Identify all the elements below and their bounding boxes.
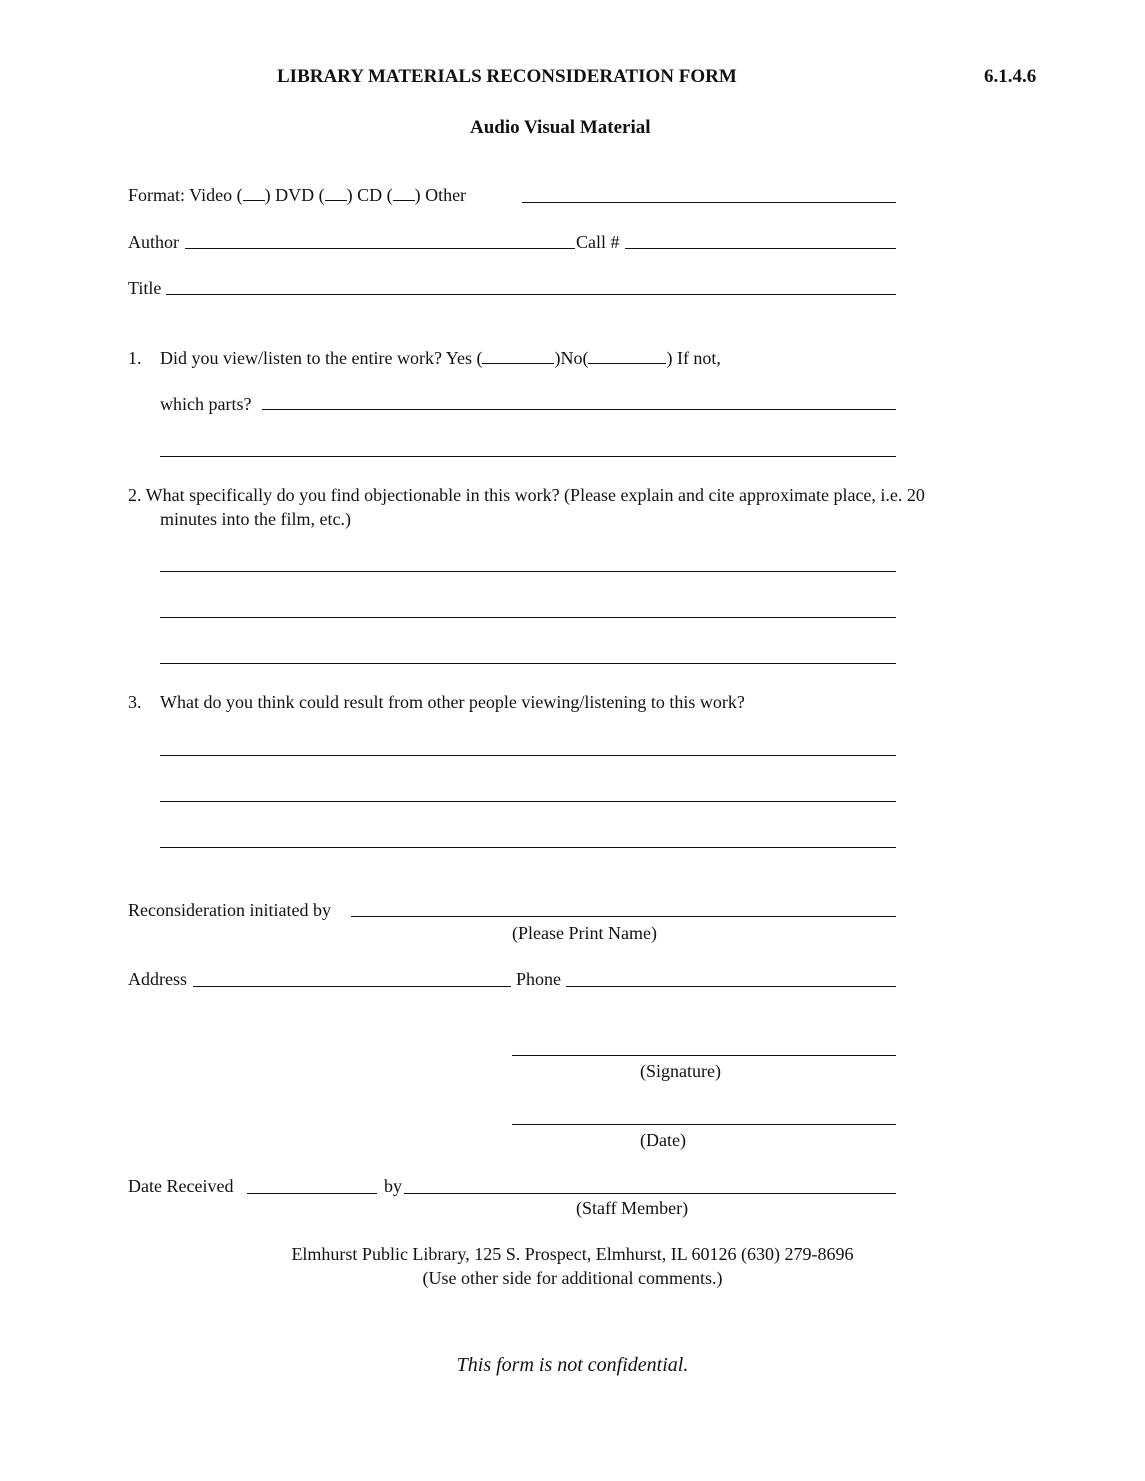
format-other-label: ) Other (414, 185, 467, 205)
date-received-label: Date Received (128, 1176, 234, 1196)
staff-member-caption: (Staff Member) (576, 1198, 689, 1218)
signature-line[interactable] (512, 1055, 896, 1056)
form-number: 6.1.4.6 (984, 66, 1037, 87)
staff-member-line[interactable] (404, 1193, 896, 1194)
address-label: Address (128, 969, 187, 989)
q1-number: 1. (128, 348, 142, 368)
format-dvd-label: ) DVD ( (264, 185, 325, 205)
q1-text-a: Did you view/listen to the entire work? Yes ( (160, 348, 483, 368)
format-row (128, 184, 466, 206)
name-line[interactable] (351, 916, 896, 917)
confidential-note: This form is not confidential. (456, 1354, 689, 1376)
q1-parts-line[interactable] (262, 409, 896, 410)
q2-text-line1: 2. What specifically do you find objectionable in this work? (Please explain and cite approximate place, i.e. 20 (128, 485, 925, 505)
date-line[interactable] (512, 1124, 896, 1125)
form-title: LIBRARY MATERIALS RECONSIDERATION FORM (277, 66, 737, 87)
q3-number: 3. (128, 692, 142, 712)
q1-text-c: ) If not, (666, 348, 721, 368)
q3-answer-line-3[interactable] (160, 847, 896, 848)
cd-blank[interactable] (393, 186, 415, 201)
print-name-caption: (Please Print Name) (512, 923, 657, 943)
date-received-line[interactable] (247, 1193, 377, 1194)
video-blank[interactable] (243, 186, 265, 201)
phone-label: Phone (516, 969, 561, 989)
q1-followup: which parts? (160, 394, 252, 414)
q3-answer-line-1[interactable] (160, 755, 896, 756)
title-label: Title (128, 278, 162, 298)
q2-text-line2: minutes into the film, etc.) (160, 509, 351, 529)
author-line[interactable] (185, 248, 575, 249)
author-label: Author (128, 232, 179, 252)
address-line[interactable] (193, 986, 511, 987)
call-number-line[interactable] (625, 248, 896, 249)
by-label: by (384, 1176, 402, 1196)
format-label: Format: Video ( (128, 185, 243, 205)
q1-parts-line-2[interactable] (160, 456, 896, 457)
additional-comments-note: (Use other side for additional comments.) (422, 1268, 723, 1288)
phone-line[interactable] (566, 986, 896, 987)
title-line[interactable] (166, 294, 896, 295)
q1-text (160, 347, 721, 369)
initiated-by-label: Reconsideration initiated by (128, 900, 331, 920)
call-number-label: Call # (576, 232, 620, 252)
q3-answer-line-2[interactable] (160, 801, 896, 802)
q1-text-b: )No( (554, 348, 589, 368)
q2-answer-line-3[interactable] (160, 663, 896, 664)
q1-yes-blank[interactable] (482, 349, 554, 364)
q2-answer-line-2[interactable] (160, 617, 896, 618)
q3-text: What do you think could result from other people viewing/listening to this work? (160, 692, 745, 712)
dvd-blank[interactable] (325, 186, 347, 201)
q1-no-blank[interactable] (588, 349, 666, 364)
library-address: Elmhurst Public Library, 125 S. Prospect, Elmhurst, IL 60126 (630) 279-8696 (291, 1244, 854, 1264)
signature-caption: (Signature) (640, 1061, 721, 1081)
date-caption: (Date) (640, 1130, 686, 1150)
other-format-line[interactable] (522, 202, 896, 203)
q2-answer-line-1[interactable] (160, 571, 896, 572)
format-cd-label: ) CD ( (346, 185, 393, 205)
form-subtitle: Audio Visual Material (470, 117, 651, 138)
